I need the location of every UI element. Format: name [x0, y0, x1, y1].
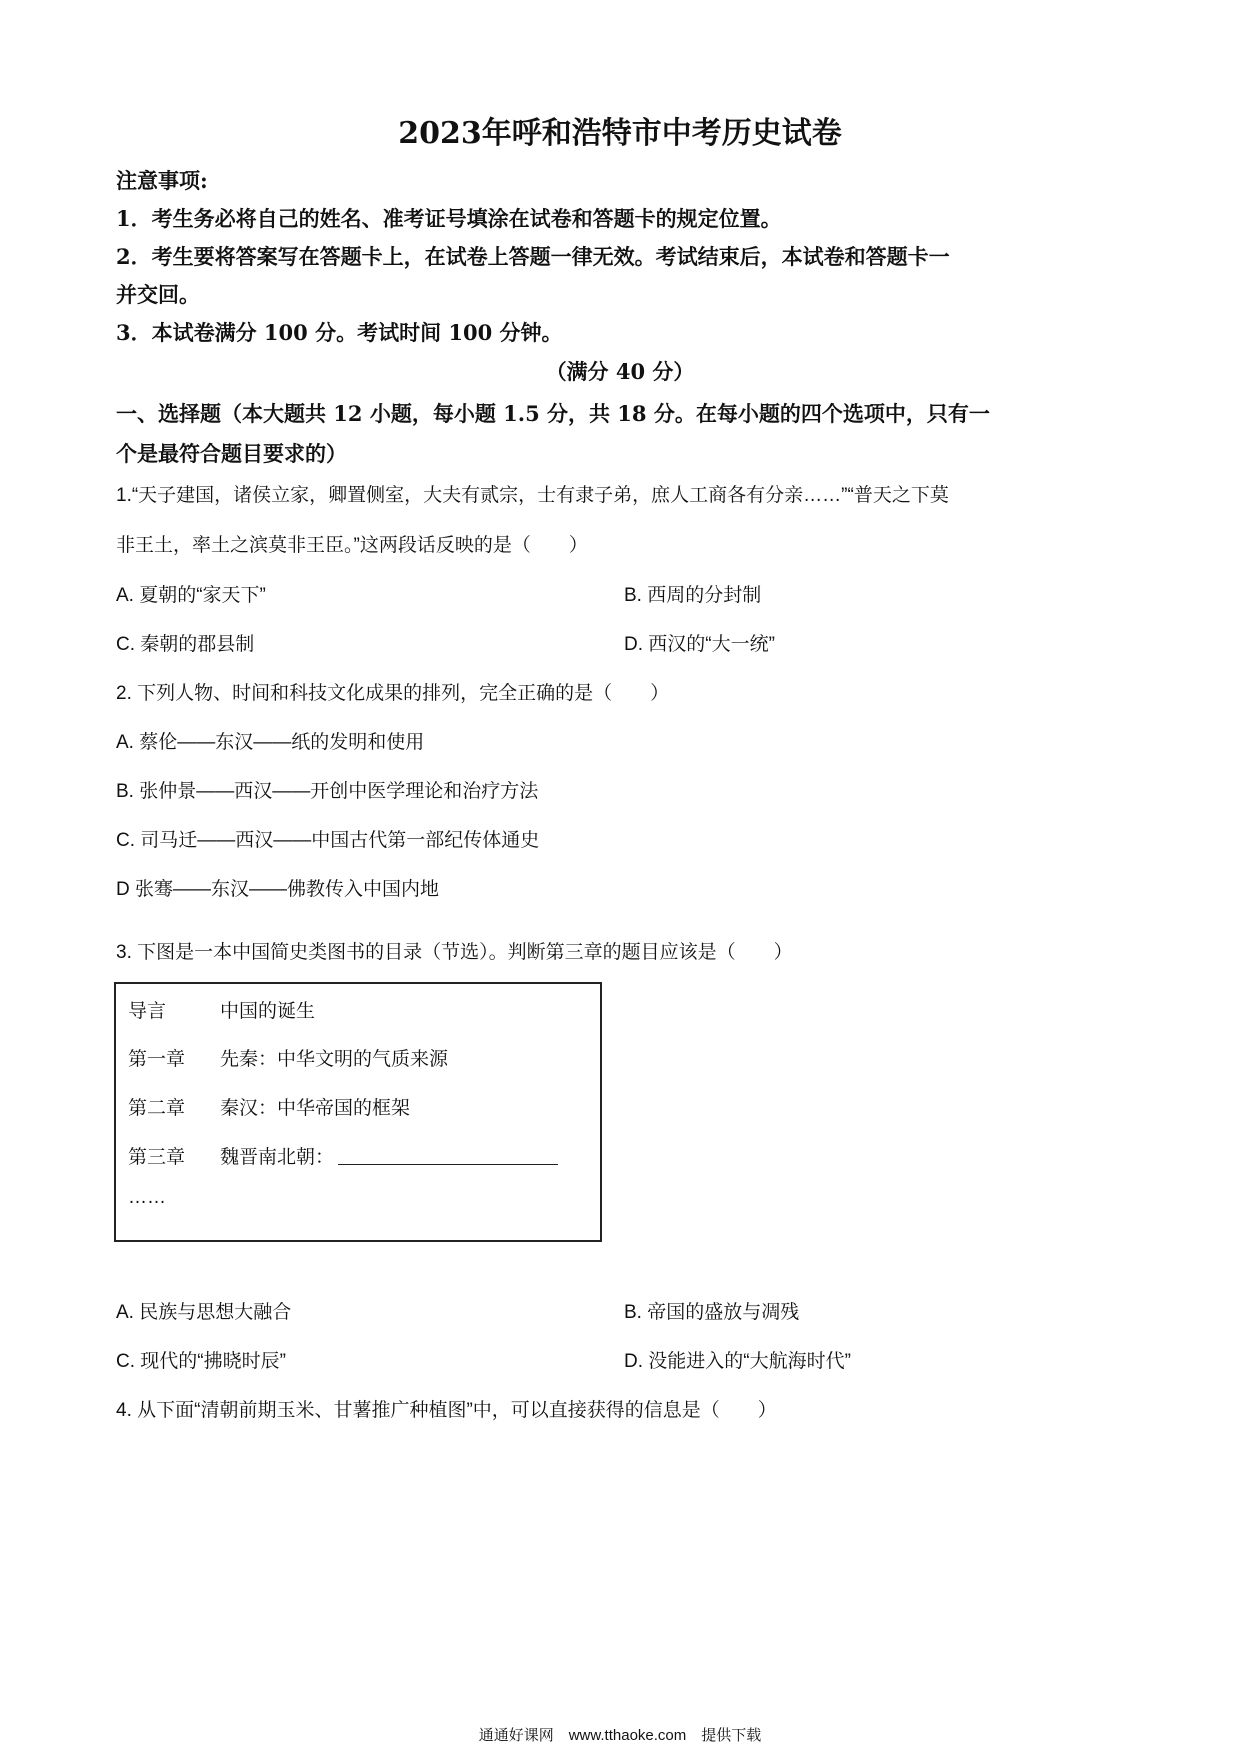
- section-heading: [116, 394, 1126, 474]
- q3-option-b[interactable]: B. 帝国的盛放与凋残: [624, 1302, 800, 1323]
- page-footer: 通通好课网 www.tthaoke.com 提供下载: [478, 1727, 762, 1744]
- question-2-stem: 2. 下列人物、时间和科技文化成果的排列，完全正确的是（ ）: [116, 683, 670, 704]
- table-of-contents-box: [114, 982, 602, 1242]
- toc-label: 导言: [128, 1001, 167, 1022]
- toc-label: 第三章: [128, 1147, 186, 1168]
- q2-option-c[interactable]: C. 司马迁——西汉——中国古代第一部纪传体通史: [116, 830, 540, 851]
- q3-option-d[interactable]: D. 没能进入的“大航海时代”: [624, 1351, 851, 1372]
- q1-option-d[interactable]: D. 西汉的“大一统”: [624, 634, 775, 655]
- q2-option-d[interactable]: D 张骞——东汉——佛教传入中国内地: [116, 879, 440, 900]
- toc-label: 第一章: [128, 1049, 186, 1070]
- toc-title: 先秦：中华文明的气质来源: [220, 1049, 449, 1070]
- question-4-stem: 4. 从下面“清朝前期玉米、甘薯推广种植图”中，可以直接获得的信息是（ ）: [116, 1400, 777, 1421]
- question-3-stem: 3. 下图是一本中国简史类图书的目录（节选）。判断第三章的题目应该是（ ）: [116, 942, 793, 963]
- q2-option-b[interactable]: B. 张仲景——西汉——开创中医学理论和治疗方法: [116, 781, 539, 802]
- q1-option-c[interactable]: C. 秦朝的郡县制: [116, 634, 255, 655]
- toc-row-chapter-3: [128, 1142, 558, 1169]
- notice-item-1: 1．考生务必将自己的姓名、准考证号填涂在试卷和答题卡的规定位置。: [116, 206, 782, 231]
- q3-option-a[interactable]: A. 民族与思想大融合: [116, 1302, 292, 1323]
- toc-ellipsis: ……: [128, 1187, 166, 1208]
- q2-option-a[interactable]: A. 蔡伦——东汉——纸的发明和使用: [116, 732, 425, 753]
- q1-option-a[interactable]: A. 夏朝的“家天下”: [116, 585, 266, 606]
- answer-blank: [338, 1146, 558, 1165]
- notice-block: [116, 162, 1126, 352]
- toc-row-chapter-2: [128, 1093, 410, 1120]
- notice-item-3: 3．本试卷满分 100 分。考试时间 100 分钟。: [116, 320, 563, 345]
- page-title: 2023年呼和浩特市中考历史试卷: [398, 116, 842, 151]
- q1-option-b[interactable]: B. 西周的分封制: [624, 585, 762, 606]
- toc-title: 中国的诞生: [220, 1001, 316, 1022]
- toc-title: 秦汉：中华帝国的框架: [220, 1098, 411, 1119]
- score-note: （满分 40 分）: [545, 359, 695, 384]
- toc-title: 魏晋南北朝：: [220, 1147, 335, 1168]
- q3-option-c[interactable]: C. 现代的“拂晓时辰”: [116, 1351, 286, 1372]
- question-1-line-2: 非王土，率土之滨莫非王臣。”这两段话反映的是（ ）: [116, 535, 588, 556]
- section-heading-line-1: 一、选择题（本大题共 12 小题，每小题 1.5 分，共 18 分。在每小题的四个选项中，只有一: [116, 401, 990, 426]
- notice-heading: 注意事项:: [116, 168, 208, 193]
- section-heading-line-2: 个是最符合题目要求的）: [116, 441, 347, 466]
- notice-item-2-line-2: 并交回。: [116, 282, 200, 307]
- toc-row-intro: [128, 996, 315, 1023]
- toc-row-chapter-1: [128, 1044, 448, 1071]
- question-1-line-1: 1.“天子建国，诸侯立家，卿置侧室，大夫有贰宗，士有隶子弟，庶人工商各有分亲……”“普天之下莫: [116, 485, 949, 506]
- question-1: [116, 471, 1126, 571]
- toc-label: 第二章: [128, 1098, 186, 1119]
- notice-item-2-line-1: 2．考生要将答案写在答题卡上，在试卷上答题一律无效。考试结束后，本试卷和答题卡一: [116, 244, 950, 269]
